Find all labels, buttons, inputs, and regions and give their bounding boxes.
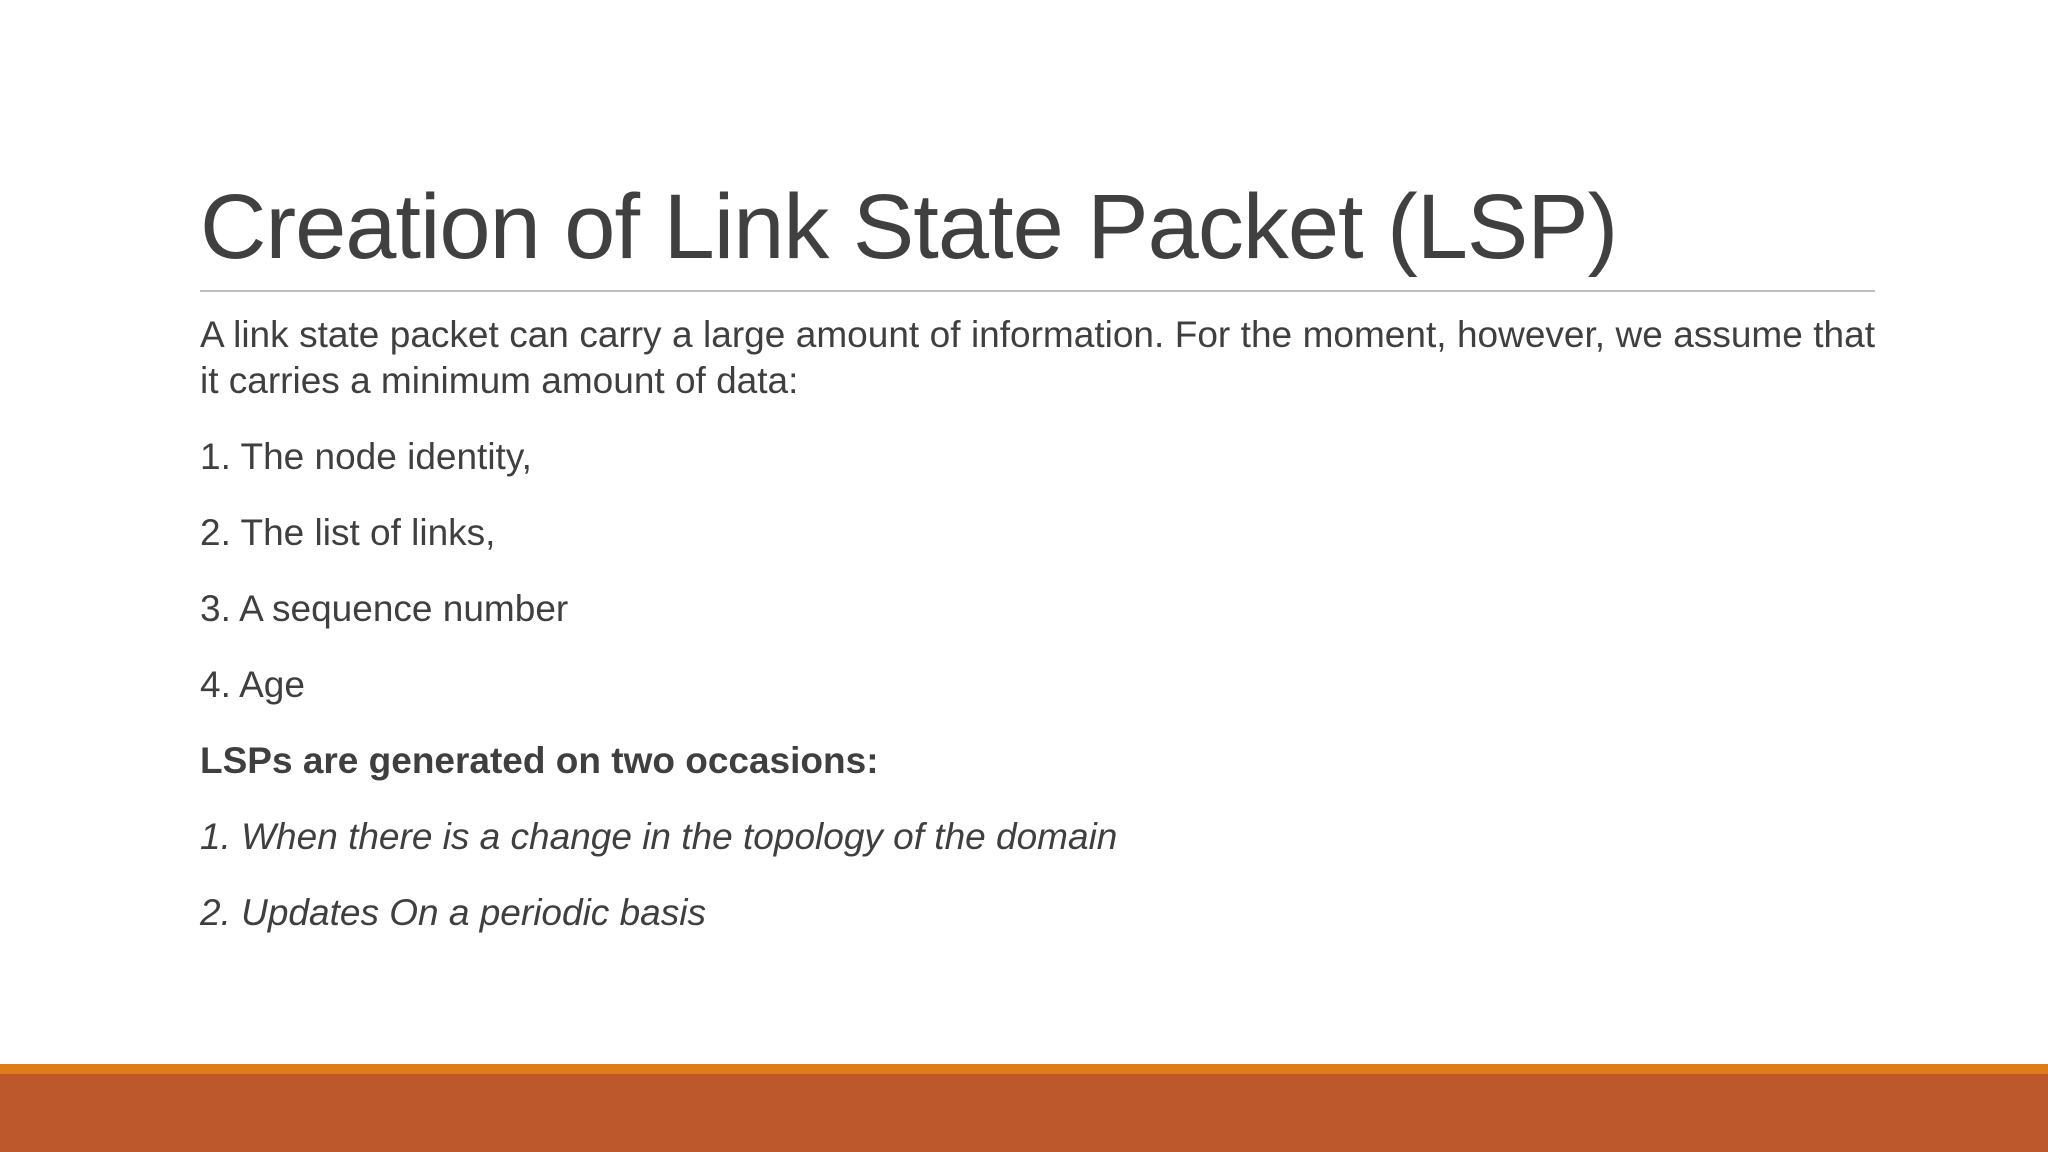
occasion-item: 2. Updates On a periodic basis (200, 892, 706, 933)
slide-body (200, 312, 1875, 936)
intro-paragraph: A link state packet can carry a large amount of information. For the moment, however, we assume that it carries a minimum amount of data: (200, 314, 1875, 401)
list-item: 1. The node identity, (200, 436, 532, 477)
footer-band (0, 1074, 2048, 1152)
footer-accent-bar (0, 1064, 2048, 1074)
list-item: 3. A sequence number (200, 588, 569, 629)
occasions-heading: LSPs are generated on two occasions: (200, 740, 879, 781)
title-divider (200, 290, 1875, 292)
occasion-item: 1. When there is a change in the topology of the domain (200, 816, 1118, 857)
list-item: 2. The list of links, (200, 512, 496, 553)
slide-title: Creation of Link State Packet (LSP) (200, 176, 1618, 278)
list-item: 4. Age (200, 664, 305, 705)
